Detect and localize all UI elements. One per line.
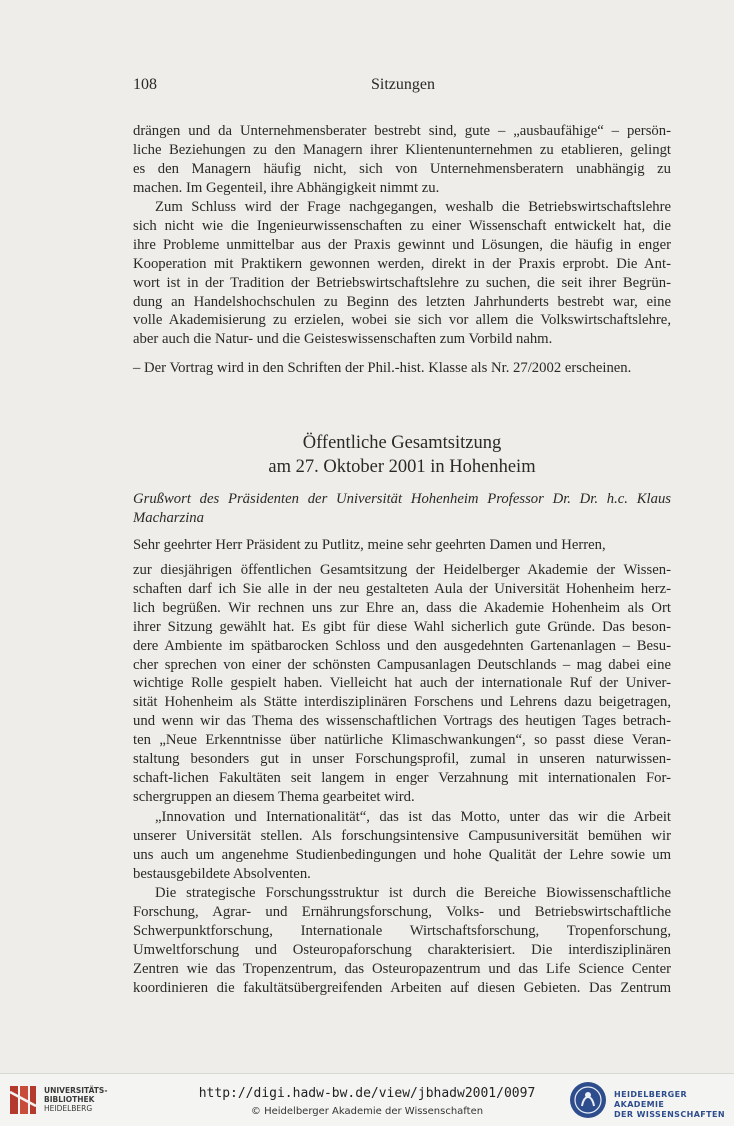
library-line-2: BIBLIOTHEK xyxy=(44,1095,95,1104)
paragraph-1 xyxy=(133,122,671,198)
text-line: cher sprechen von einer der schönsten Campusanlagen Deutschlands – mag dabei eine xyxy=(133,656,671,673)
text-line: es den Managern häufig nicht, sich von Unternehmensberatern unabhängig zu xyxy=(133,160,671,177)
text-line: ihrer Sitzung gewählt hat. Es gibt für diese Wahl sicherlich gute Gründe. Das beson- xyxy=(133,618,671,635)
academy-seal-icon xyxy=(568,1080,608,1120)
text-line: zur diesjährigen öffentlichen Gesamtsitzung der Heidelberger Akademie der Wissen- xyxy=(133,562,671,578)
text-line: unserer Universität stellen. Als forschungsintensive Campusuniversität bemühen wir xyxy=(133,827,671,844)
text-line: bestausgebildete Absolventen. xyxy=(133,865,311,882)
text-line: Die strategische Forschungsstruktur ist durch die Bereiche Biowissenschaftliche xyxy=(155,885,671,901)
paragraph-4 xyxy=(133,808,671,884)
subtitle-lines xyxy=(133,490,671,528)
text-line: machen. Im Gegenteil, ihre Abhängigkeit nimmt zu. xyxy=(133,179,440,196)
section-title-line-2: am 27. Oktober 2001 in Hohenheim xyxy=(268,457,536,477)
text-line: aber auch die Natur- und die Geisteswissenschaften zum Vorbild nahm. xyxy=(133,331,553,348)
text-line: uns auch um angenehme Studienbedingungen und hohe Qualität der Lehre sowie um xyxy=(133,846,671,863)
academy-line-1: HEIDELBERGER AKADEMIE xyxy=(614,1090,688,1109)
library-line-3: HEIDELBERG xyxy=(44,1104,93,1113)
paragraph-3 xyxy=(133,561,671,807)
text-line: wichtige Rolle gespielt haben. Vielleicht hat auch der internationale Ruf der Univer- xyxy=(133,675,671,692)
section-subtitle xyxy=(133,490,671,528)
text-line: dung an Handelshochschulen zu Beginn des letzten Jahrhunderts bestrebt war, eine xyxy=(133,293,671,310)
text-line: „Innovation und Internationalität“, das ist das Motto, unter das wir die Arbeit xyxy=(155,809,671,825)
text-line: Zum Schluss wird der Frage nachgegangen, weshalb die Betriebswirtschaftslehre xyxy=(155,199,671,215)
text-line: Schwerpunktforschung, Internationale Wirtschaftsforschung, Tropenforschung, xyxy=(133,922,671,939)
copyright-notice: © Heidelberger Akademie der Wissenschaften xyxy=(250,1106,484,1117)
text-line: koordinieren die fakultätsübergreifenden Arbeiten auf diesen Gebieten. Das Zentrum xyxy=(133,979,671,996)
subtitle-line-1: Grußwort des Präsidenten der Universität Hohenheim Professor Dr. Dr. h.c. Klaus xyxy=(133,491,671,507)
text-line: Kooperation mit Praktikern gewonnen werden, direkt in der Praxis erprobt. Die Ant- xyxy=(133,255,671,272)
text-line: schaften darf ich Sie alle in der neu gestalteten Aula der Universität Hohenheim herz- xyxy=(133,580,671,597)
permalink-url[interactable]: http://digi.hadw-bw.de/view/jbhadw2001/0097 xyxy=(198,1086,536,1101)
note-text xyxy=(133,359,671,378)
text-line: schaft-lichen Fakultäten seit langem in enger Verzahnung mit internationalen For- xyxy=(133,769,671,786)
academy-name xyxy=(614,1090,734,1120)
text-line: dere Ambiente im spätbarocken Schloss und den ausgedehnten Gartenanlagen – Besu- xyxy=(133,637,671,654)
text-line: liche Beziehungen zu den Managern ihrer Klientenunternehmen zu etablieren, gelingt xyxy=(133,141,671,158)
text-line: wort ist in der Tradition der Betriebswirtschaftslehre zu suchen, die seit ihrer Begrün- xyxy=(133,274,671,291)
text-line: schergruppen an diesem Thema gearbeitet wird. xyxy=(133,788,415,805)
text-line: volle Akademisierung zu erzielen, wobei sie sich vor allem die Volkswirtschaftslehre, xyxy=(133,312,671,329)
salutation xyxy=(133,536,671,555)
paragraph-lines xyxy=(133,884,671,997)
academy-line-2: DER WISSENSCHAFTEN xyxy=(614,1110,725,1119)
viewer-footer xyxy=(0,1073,734,1126)
subtitle-line-2: Macharzina xyxy=(133,509,204,526)
text-line: Zentren wie das Tropenzentrum, das Osteuropazentrum und das Life Science Center xyxy=(133,960,671,977)
paragraph-lines xyxy=(133,122,671,198)
page-number: 108 xyxy=(133,76,157,93)
library-line-1: UNIVERSITÄTS- xyxy=(44,1086,108,1095)
section-title xyxy=(133,431,671,479)
salutation-text xyxy=(133,536,671,555)
text-line: Umweltforschung und Osteuropaforschung charakterisiert. Die interdisziplinären xyxy=(133,941,671,958)
text-line: sich nicht wie die Ingenieurwissenschaften zu einer Wissenschaft entwickelt hat, die xyxy=(133,217,671,234)
text-line: staltung besonders gut in unser Forschungsprofil, zumal in unseren naturwissen- xyxy=(133,751,671,768)
publication-note xyxy=(133,359,671,378)
text-line: ihre Probleme unmittelbar aus der Praxis gewinnt und Lösungen, die häufig in enger xyxy=(133,236,671,253)
paragraph-lines xyxy=(133,808,671,884)
text-line: ten „Neue Erkenntnisse über natürliche Klimaschwankungen“, so passt diese Veran- xyxy=(133,732,671,749)
section-name: Sitzungen xyxy=(371,76,435,93)
text-line: – Der Vortrag wird in den Schriften der Phil.-hist. Klasse als Nr. 27/2002 erscheinen. xyxy=(133,360,632,376)
paragraph-2 xyxy=(133,198,671,349)
paragraph-lines xyxy=(133,561,671,807)
running-head xyxy=(133,76,673,96)
section-title-line-1: Öffentliche Gesamtsitzung xyxy=(302,433,502,453)
paragraph-5 xyxy=(133,884,671,997)
text-line: Sehr geehrter Herr Präsident zu Putlitz, meine sehr geehrten Damen und Herren, xyxy=(133,537,606,553)
text-line: lich begrüßen. Wir rechnen uns zur Ehre an, dass die Akademie Hohenheim als Ort xyxy=(133,599,671,616)
paragraph-lines xyxy=(133,198,671,349)
text-line: drängen und da Unternehmensberater bestrebt sind, gute – „ausbaufähige“ – persön- xyxy=(133,123,671,139)
text-line: sität Hohenheim als Stätte interdisziplinären Forschens und Lehrens dazu beigetragen, xyxy=(133,694,671,711)
text-line: Forschung, Agrar- und Ernährungsforschung, Volks- und Betriebswirtschaftliche xyxy=(133,903,671,920)
text-line: und wenn wir das Thema des wissenschaftlichen Vortrags des heutigen Tages betrach- xyxy=(133,713,671,730)
